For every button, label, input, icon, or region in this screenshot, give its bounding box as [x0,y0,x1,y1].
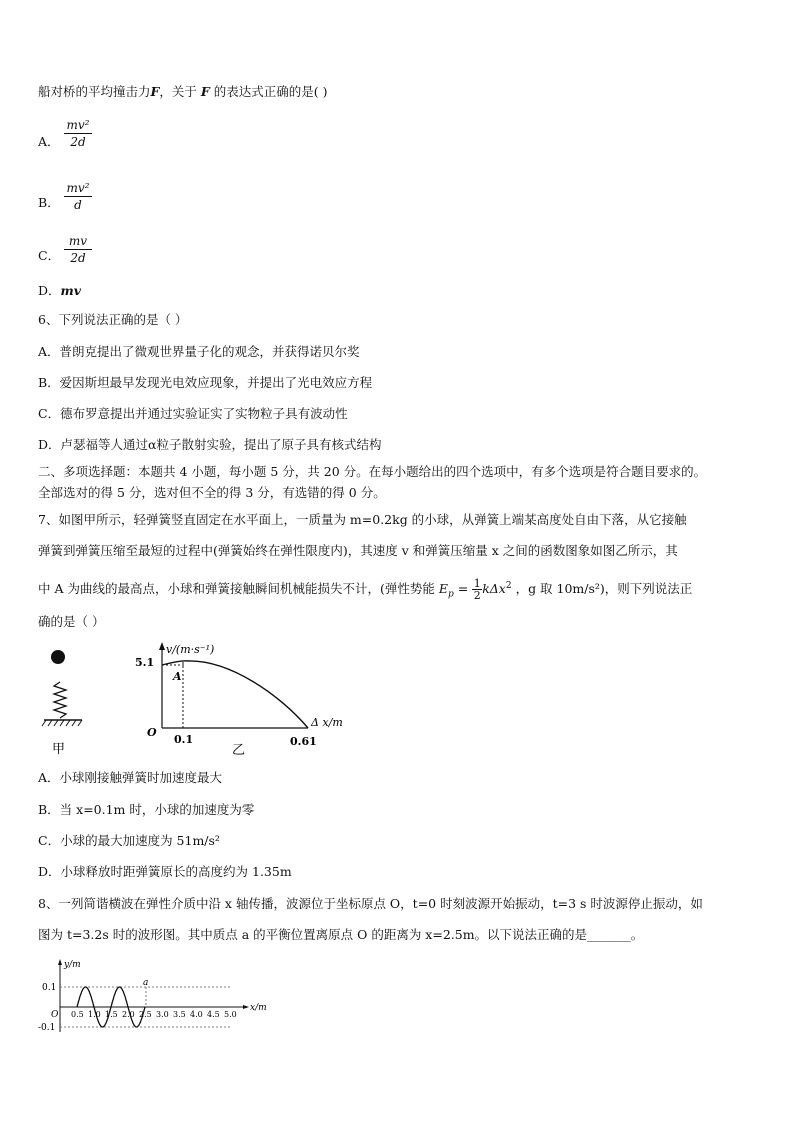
q6-stem: 6、下列说法正确的是（ ） [38,312,188,327]
origin-label: O [147,726,157,739]
ground-hatch [42,720,82,726]
fraction-denominator: 2d [70,135,86,149]
q6-option-d[interactable]: D．卢瑟福等人通过α粒子散射实验，提出了原子具有核式结构 [38,437,382,452]
half-numerator: 1 [473,577,481,591]
q5-option-b-label[interactable]: B． [38,195,60,210]
q5-stem-mid: ，关于 [159,84,197,99]
half-fraction [472,578,482,601]
wave-x-axis-arrow-icon [243,1005,249,1009]
x-axis-label: Δ x/m [311,716,343,729]
wave-x-tick-label: 1.0 [88,1010,101,1019]
fraction-denominator: 2d [70,251,86,265]
q5-option-b-fraction [64,181,92,212]
wave-x-tick-label: 3.0 [156,1010,169,1019]
q8-stem-line1: 8、一列简谐横波在弹性介质中沿 x 轴传播，波源位于坐标原点 O，t=0 时刻波源开始振动，t=3 s 时波源停止振动，如 [38,896,703,911]
q7-option-d[interactable]: D．小球释放时距弹簧原长的高度约为 1.35m [38,864,292,879]
square-exponent: 2 [505,581,512,591]
y-axis-arrow-icon [159,642,165,650]
x-tick-label-1: 0.1 [174,733,194,746]
q5-option-d-label: D． [38,283,61,298]
y-axis-label: v/(m·s⁻¹) [166,643,215,656]
velocity-curve [162,661,308,728]
wave-x-tick-label: 4.0 [190,1010,203,1019]
wave-x-tick-label: 1.5 [105,1010,118,1019]
wave-x-tick-label: 2.5 [139,1010,152,1019]
q5-option-a-label[interactable]: A． [38,134,60,149]
q5-option-d[interactable] [38,283,81,299]
q8-stem-line2: 图为 t=3.2s 时的波形图。其中质点 a 的平衡位置离原点 O 的距离为 x=2.5m。以下说法正确的是_______。 [38,927,644,942]
spring-icon [54,682,66,718]
wave-origin-label: O [51,1010,59,1020]
q5-var-F: F [150,84,160,99]
q7-stem-line3 [38,578,692,603]
wave-x-tick-label: 4.5 [207,1010,220,1019]
q5-var-F2: F [200,84,210,99]
half-denominator: 2 [473,589,481,603]
q7-option-c[interactable]: C．小球的最大加速度为 51m/s² [38,833,220,848]
fraction-numerator: mv² [66,181,90,195]
ball-icon [51,650,65,664]
figure-jia [36,640,96,760]
q5-stem [38,84,327,100]
q5-stem-text: 船对桥的平均撞击力 [38,84,151,99]
fraction-denominator: d [74,198,82,212]
q5-option-c-label[interactable]: C． [38,248,61,263]
y-tick-label: 5.1 [135,656,155,669]
equals-sign: = [457,581,469,597]
wave-y-label: y/m [64,960,81,970]
section2-instructions-line2: 全部选对的得 5 分，选对但不全的得 3 分，有选错的得 0 分。 [38,485,386,500]
wave-point-a-label: a [143,978,149,988]
wave-x-tick-label: 3.5 [173,1010,186,1019]
point-A-label: A [173,670,182,683]
wave-x-tick-label: 0.5 [71,1010,84,1019]
q7-stem-line4: 确的是（ ） [38,614,105,629]
wave-x-label: x/m [250,1003,267,1013]
wave-graph [36,958,276,1038]
q7-stem-line1: 7、如图甲所示，轻弹簧竖直固定在水平面上，一质量为 m=0.2kg 的小球，从弹簧上端某高度处自由下落，从它接触 [38,512,687,527]
q6-option-c[interactable]: C．德布罗意提出并通过实验证实了实物粒子具有波动性 [38,406,348,421]
q5-option-d-text: mv [60,283,82,298]
q6-option-a[interactable]: A．普朗克提出了微观世界量子化的观念，并获得诺贝尔奖 [38,344,360,359]
elastic-energy-symbol: E [438,581,448,597]
figure-yi-graph [130,640,370,760]
q7-option-a[interactable]: A．小球刚接触弹簧时加速度最大 [38,770,223,785]
wave-y-neg-label: -0.1 [38,1023,56,1033]
q5-option-a-fraction [64,118,92,149]
wave-y-pos-label: 0.1 [42,983,57,993]
q5-stem-end: 的表达式正确的是( ) [213,84,328,99]
wave-y-axis-arrow-icon [58,959,62,965]
fraction-numerator: mv [68,234,88,248]
section2-instructions-line1: 二、多项选择题：本题共 4 小题，每小题 5 分，共 20 分。在每小题给出的四个选项中，有多个选项是符合题目要求的。 [38,464,707,479]
elastic-energy-subscript: p [447,589,454,600]
k-delta-x: kΔx [482,581,506,597]
q6-option-b[interactable]: B．爱因斯坦最早发现光电效应现象，并提出了光电效应方程 [38,375,373,390]
figure-yi-label: 乙 [232,743,246,758]
wave-x-ticks [71,1010,237,1019]
q7-option-b[interactable]: B．当 x=0.1m 时，小球的加速度为零 [38,802,255,817]
figure-jia-label: 甲 [52,742,66,757]
x-tick-label-2: 0.61 [290,735,317,748]
wave-x-tick-label: 2.0 [122,1010,135,1019]
q5-option-c-fraction [64,234,92,265]
q7-stem-line3-text: 中 A 为曲线的最高点，小球和弹簧接触瞬间机械能损失不计，(弹性势能 [38,581,435,597]
q7-stem-line3-end: ，g 取 10m/s²)，则下列说法正 [515,581,693,597]
wave-x-tick-label: 5.0 [224,1010,237,1019]
q7-stem-line2: 弹簧到弹簧压缩至最短的过程中(弹簧始终在弹性限度内)，其速度 v 和弹簧压缩量 x 之间的函数图象如图乙所示，其 [38,543,678,558]
fraction-numerator: mv² [66,118,90,132]
